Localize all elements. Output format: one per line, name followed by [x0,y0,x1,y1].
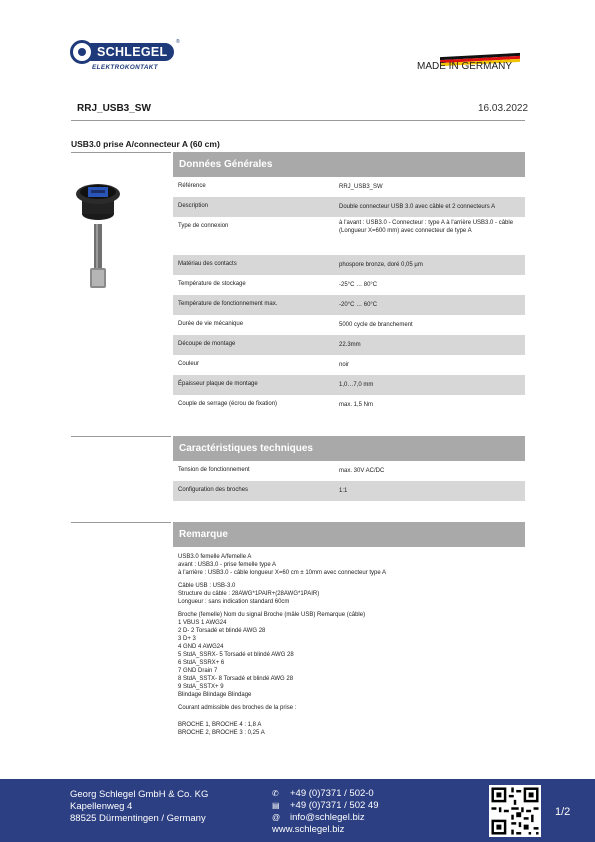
spec-key: Température de stockage [178,281,246,287]
website-link[interactable]: www.schlegel.biz [272,824,345,835]
section-divider [71,152,171,153]
logo-registered-mark: ® [176,39,180,45]
spec-key: Durée de vie mécanique [178,321,244,327]
qr-code-icon [489,785,541,837]
company-address [70,789,208,825]
spec-row [173,197,525,217]
spec-value: noir [339,362,350,368]
remark-paragraph: USB3.0 femelle A/femelle A avant : USB3.0 - prise femelle type A à l'arrière : USB3.0 - câble longueur X=60 cm ± 10mm avec connecteur type A [178,554,387,576]
logo-subtitle: ELEKTROKONTAKT [92,64,158,71]
spec-key: Épaisseur plaque de montage [178,381,258,387]
phone-number[interactable]: +49 (0)7371 / 502-0 [290,788,374,799]
spec-row [173,217,525,255]
spec-value: Double connecteur USB 3.0 avec câble et 2 connecteurs A [339,204,496,210]
spec-value: -20°C … 60°C [339,302,378,308]
technical-section [71,436,525,501]
fax-number: +49 (0)7371 / 502 49 [290,800,379,811]
spec-key: Type de connexion [178,223,229,229]
spec-row [173,395,525,415]
spec-row [173,255,525,275]
spec-value: max. 30V AC/DC [339,468,385,474]
section-divider [71,436,171,437]
remark-section-heading: Remarque [173,522,525,547]
spec-row [173,275,525,295]
general-section [71,152,525,415]
remark-paragraph: Câble USB : USB-3.0 Structure du câble : 28AWG*1PAIR+(28AWG*1PAIR) Longueur : sans indication standard 60cm [178,583,320,605]
product-title: USB3.0 prise A/connecteur A (60 cm) [71,139,220,149]
spec-value: 1:1 [339,488,348,494]
spec-value: 5000 cycle de branchement [339,322,413,328]
spec-key: Couple de serrage (écrou de fixation) [178,401,278,407]
remark-paragraph: BROCHE 1, BROCHE 4 : 1,8 A BROCHE 2, BROCHE 3 : 0,25 A [178,722,265,736]
document-date: 16.03.2022 [478,103,529,114]
company-street: Kapellenweg 4 [70,801,133,812]
logo-emblem-icon [70,40,94,64]
spec-row [173,177,525,197]
spec-row [173,355,525,375]
spec-key: Tension de fonctionnement [178,467,250,473]
spec-row [173,315,525,335]
company-name: Georg Schlegel GmbH & Co. KG [70,789,209,800]
email-link[interactable]: info@schlegel.biz [290,812,365,823]
spec-value: RRJ_USB3_SW [339,184,383,190]
phone-icon: ✆ [272,789,279,798]
spec-row [173,375,525,395]
technical-section-heading: Caractéristiques techniques [173,436,525,461]
document-id: RRJ_USB3_SW [77,103,151,114]
spec-key: Matériau des contacts [178,261,237,267]
spec-row [173,461,525,481]
company-contact [272,788,378,836]
spec-row [173,335,525,355]
spec-value: -25°C … 80°C [339,282,378,288]
spec-key: Couleur [178,361,200,367]
logo-wordmark: SCHLEGEL [82,43,174,61]
remark-section [71,522,525,742]
general-section-heading: Données Générales [173,152,525,177]
spec-row [173,481,525,501]
spec-value: phospore bronze, doré 0,05 µm [339,262,423,268]
company-logo [70,38,180,74]
spec-key: Description [178,203,209,209]
email-icon: @ [272,813,281,822]
remark-paragraph: Courant admissible des broches de la prise : [178,705,297,711]
remark-body [173,547,525,737]
spec-value: 22.3mm [339,342,361,348]
remark-paragraph: Broche (femelle) Nom du signal Broche (mâle USB) Remarque (câble) 1 VBUS 1 AWG24 2 D- 2 Torsadé et blindé AWG 28 3 D+ 3 4 GND 4 AWG24 5 StdA_SSRX- 5 Torsadé et blindé AWG 28 6 StdA_SSRX+ 6 7 GND Drain 7 8 StdA_SSTX- 8 Torsadé et blindé AWG 28 9 StdA_SSTX+ 9 Blindage Blindage Blindage [178,612,366,698]
section-divider [71,522,171,523]
spec-row [173,295,525,315]
header-divider [71,120,525,121]
spec-key: Référence [178,183,206,189]
spec-value: max. 1,5 Nm [339,402,374,408]
page-number: 1/2 [555,806,571,818]
made-in-label: MADE IN GERMANY [417,61,513,72]
page-footer [0,779,595,842]
spec-key: Découpe de montage [178,341,236,347]
company-city: 88525 Dürmentingen / Germany [70,813,206,824]
fax-icon: ▤ [272,801,280,810]
spec-value: 1,0…7,0 mm [339,382,374,388]
spec-value: à l'avant : USB3.0 - Connecteur : type A à l'arrière USB3.0 - câble (Longueur X=600 mm) avec connecteur de type A [339,220,514,234]
spec-key: Configuration des broches [178,487,249,493]
spec-key: Température de fonctionnement max. [178,301,278,307]
